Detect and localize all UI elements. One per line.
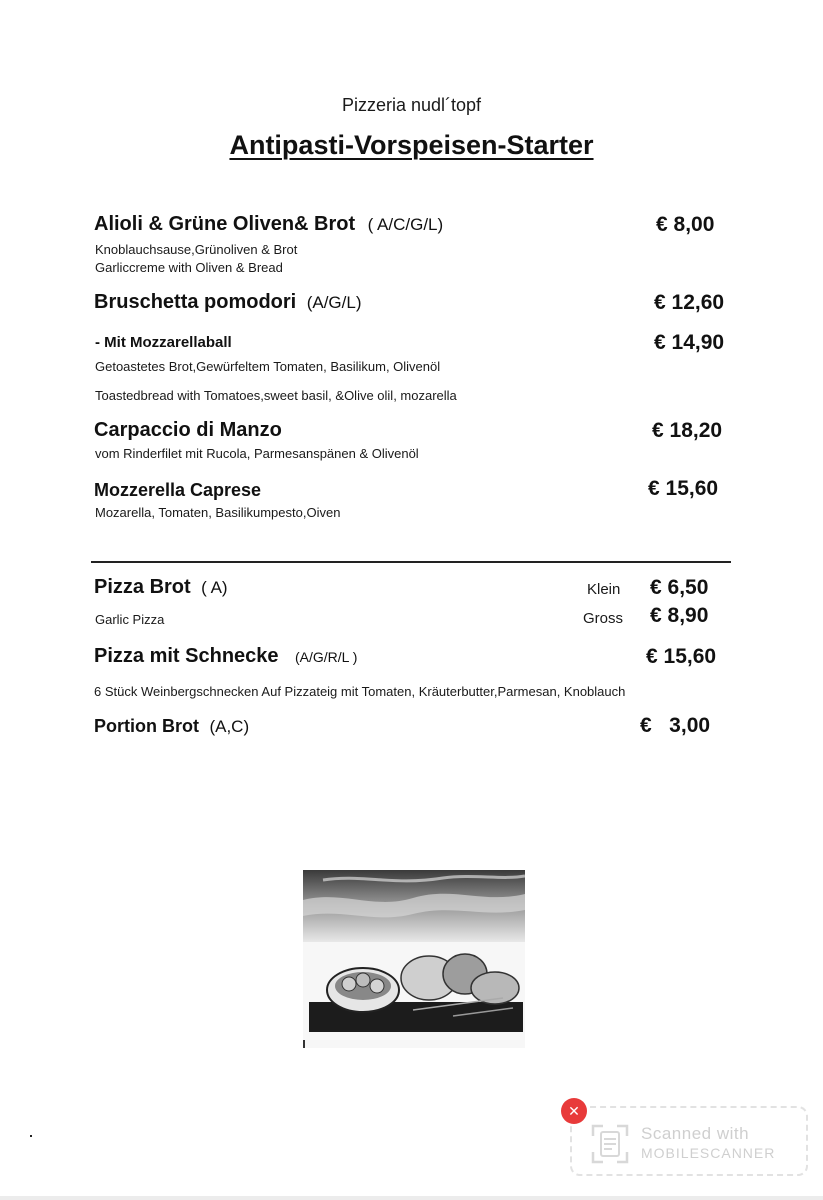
item-allergens: ( A) [201, 578, 228, 597]
item-name: Alioli & Grüne Oliven& Brot [94, 213, 356, 235]
menu-item-caprese: Mozzerella Caprese [94, 480, 262, 500]
scanner-logo-icon [590, 1122, 630, 1166]
item-price: € 3,00 [640, 714, 711, 737]
item-allergens: (A/G/L) [306, 293, 362, 312]
item-allergens: ( A/C/G/L) [367, 215, 444, 234]
menu-item-pizza-brot [94, 576, 228, 599]
item-option-mozzarellaball: - Mit Mozzarellaball [95, 334, 232, 351]
item-name: Pizza mit Schnecke [94, 645, 279, 667]
item-price: € 8,00 [656, 213, 715, 236]
item-description-en: Garliccreme with Oliven & Bread [95, 260, 283, 275]
item-price-large: € 8,90 [650, 604, 709, 627]
watermark-line2: MOBILESCANNER [641, 1145, 776, 1161]
item-description: Mozarella, Tomaten, Basilikumpesto,Oiven [95, 505, 341, 520]
restaurant-name: Pizzeria nudl´topf [341, 95, 482, 115]
item-description: vom Rinderfilet mit Rucola, Parmesanspänen & Olivenöl [95, 446, 419, 461]
item-description: 6 Stück Weinbergschnecken Auf Pizzateig mit Tomaten, Kräuterbutter,Parmesan, Knoblauch [94, 684, 626, 699]
item-description: Getoastetes Brot,Gewürfeltem Tomaten, Basilikum, Olivenöl [95, 359, 441, 374]
item-price: € 14,90 [654, 331, 725, 354]
section-divider [91, 561, 731, 563]
item-price: € 12,60 [654, 291, 725, 314]
item-description-en: Toastedbread with Tomatoes,sweet basil, &Olive olil, mozarella [95, 388, 457, 403]
item-allergens: (A/G/R/L ) [294, 649, 358, 665]
scan-speck [30, 1135, 32, 1137]
item-description: Knoblauchsause,Grünoliven & Brot [95, 242, 298, 257]
menu-item-pizza-schnecke [94, 645, 357, 668]
item-name: Bruschetta pomodori [94, 291, 297, 313]
item-name: Pizza Brot [94, 576, 191, 598]
close-icon[interactable]: ✕ [561, 1098, 587, 1124]
menu-item-portion-brot [94, 716, 249, 737]
size-label-large: Gross [583, 610, 624, 627]
item-allergens: (A,C) [209, 717, 250, 736]
menu-item-carpaccio: Carpaccio di Manzo [94, 419, 282, 441]
bottom-edge [0, 1196, 823, 1200]
page-title: Antipasti-Vorspeisen-Starter [229, 130, 594, 160]
item-price: € 15,60 [648, 477, 719, 500]
item-description: Garlic Pizza [95, 612, 165, 627]
food-photo [303, 870, 525, 1048]
item-price: € 15,60 [646, 645, 717, 668]
watermark-line1: Scanned with [641, 1124, 750, 1143]
size-label-small: Klein [587, 581, 621, 598]
menu-item-alioli [94, 213, 443, 236]
menu-item-bruschetta [94, 291, 362, 314]
item-price-small: € 6,50 [650, 576, 709, 599]
item-name: Portion Brot [94, 716, 199, 736]
item-price: € 18,20 [652, 419, 723, 442]
